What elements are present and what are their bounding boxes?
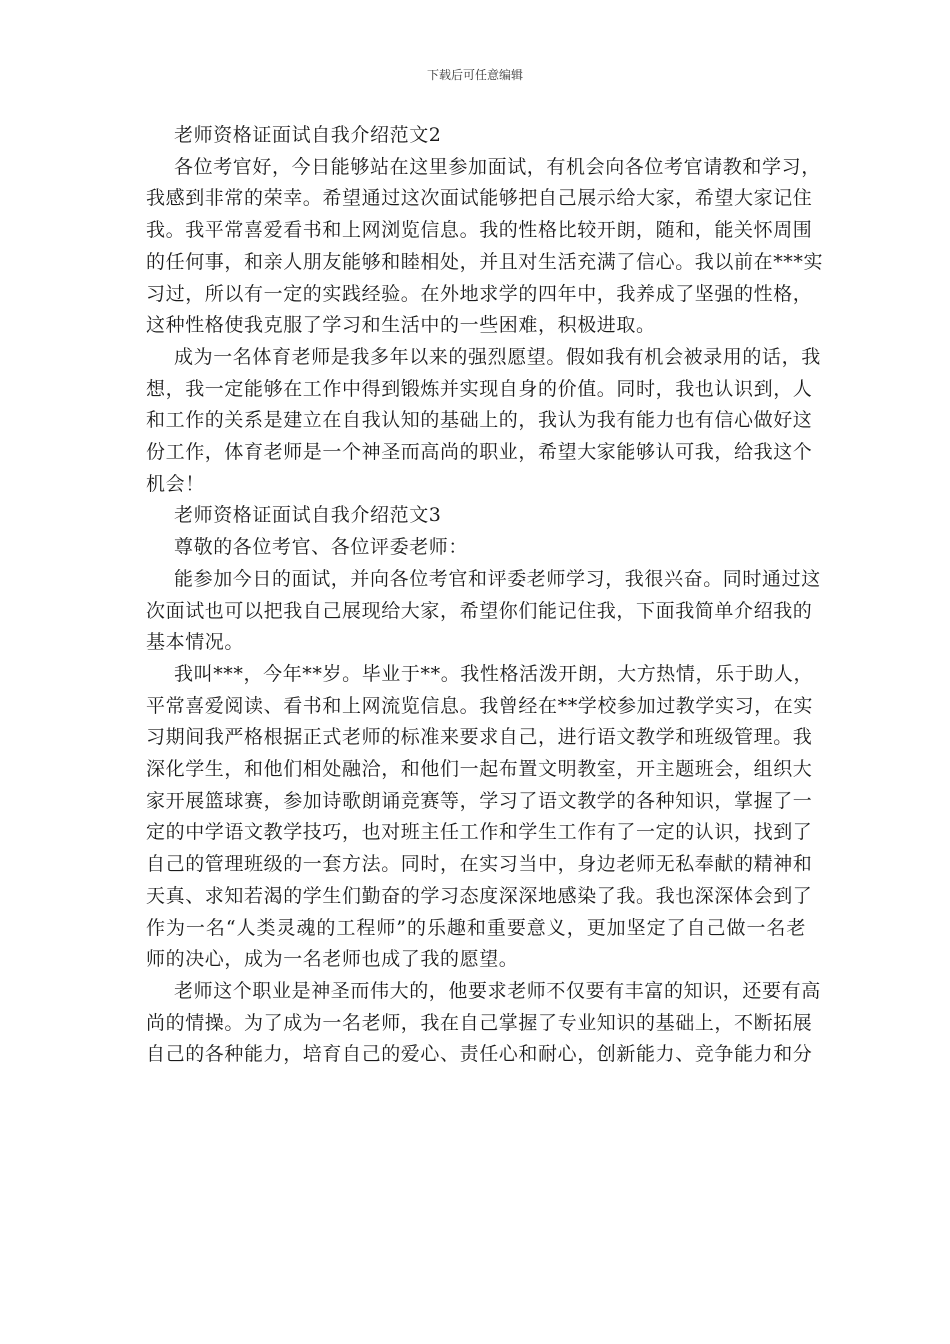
text-line: 定的中学语文教学技巧，也对班主任工作和学生工作有了一定的认识，找到了 bbox=[146, 821, 813, 844]
text-line: 我叫***，今年**岁。毕业于**。我性格活泼开朗，大方热情，乐于助人， bbox=[174, 662, 814, 685]
text-line: 次面试也可以把我自己展现给大家，希望你们能记住我，下面我简单介绍我的 bbox=[146, 599, 813, 622]
document-body bbox=[146, 120, 824, 1071]
text-line: 老师这个职业是神圣而伟大的，他要求老师不仅要有丰富的知识，还要有高 bbox=[174, 979, 821, 1002]
text-line: 各位考官好，今日能够站在这里参加面试，有机会向各位考官请教和学习， bbox=[174, 155, 821, 178]
text-line: 老师资格证面试自我介绍范文2 bbox=[174, 124, 442, 146]
text-line: 自己的各种能力，培育自己的爱心、责任心和耐心，创新能力、竞争能力和分 bbox=[146, 1043, 813, 1066]
text-line: 成为一名体育老师是我多年以来的强烈愿望。假如我有机会被录用的话，我 bbox=[174, 345, 821, 368]
text-line: 机会！ bbox=[146, 472, 205, 495]
text-line: 习过，所以有一定的实践经验。在外地求学的四年中，我养成了坚强的性格， bbox=[146, 282, 813, 305]
text-line: 平常喜爱阅读、看书和上网流览信息。我曾经在**学校参加过教学实习，在实 bbox=[146, 694, 814, 717]
text-line: 能参加今日的面试，并向各位考官和评委老师学习，我很兴奋。同时通过这 bbox=[174, 567, 821, 590]
text-line: 我。我平常喜爱看书和上网浏览信息。我的性格比较开朗，随和，能关怀周围 bbox=[146, 219, 813, 242]
text-line: 和工作的关系是建立在自我认知的基础上的，我认为我有能力也有信心做好这 bbox=[146, 409, 813, 432]
text-line: 基本情况。 bbox=[146, 631, 245, 654]
text-line: 深化学生，和他们相处融洽，和他们一起布置文明教室，开主题班会，组织大 bbox=[146, 758, 813, 781]
text-line: 我感到非常的荣幸。希望通过这次面试能够把自己展示给大家，希望大家记住 bbox=[146, 187, 813, 210]
text-line: 尚的情操。为了成为一名老师，我在自己掌握了专业知识的基础上，不断拓展 bbox=[146, 1011, 813, 1034]
text-line: 份工作，体育老师是一个神圣而高尚的职业，希望大家能够认可我，给我这个 bbox=[146, 441, 813, 464]
text-line: 想，我一定能够在工作中得到锻炼并实现自身的价值。同时，我也认识到，人 bbox=[146, 377, 813, 400]
text-line: 习期间我严格根据正式老师的标准来要求自己，进行语文教学和班级管理。我 bbox=[146, 726, 813, 749]
text-line: 老师资格证面试自我介绍范文3 bbox=[174, 504, 442, 527]
text-line: 这种性格使我克服了学习和生活中的一些困难，积极进取。 bbox=[146, 314, 656, 337]
text-line: 的任何事，和亲人朋友能够和睦相处，并且对生活充满了信心。我以前在***实 bbox=[146, 250, 824, 273]
text-line: 尊敬的各位考官、各位评委老师： bbox=[174, 536, 469, 559]
text-line: 作为一名“人类灵魂的工程师”的乐趣和重要意义，更加坚定了自己做一名老 bbox=[146, 916, 806, 939]
text-line: 师的决心，成为一名老师也成了我的愿望。 bbox=[146, 948, 519, 971]
text-line: 天真、求知若渴的学生们勤奋的学习态度深深地感染了我。我也深深体会到了 bbox=[146, 884, 813, 907]
text-line: 家开展篮球赛，参加诗歌朗诵竞赛等，学习了语文教学的各种知识，掌握了一 bbox=[146, 789, 813, 812]
page-header: 下载后可任意编辑 bbox=[426, 68, 523, 82]
text-line: 自己的管理班级的一套方法。同时，在实习当中，身边老师无私奉献的精神和 bbox=[146, 853, 813, 876]
